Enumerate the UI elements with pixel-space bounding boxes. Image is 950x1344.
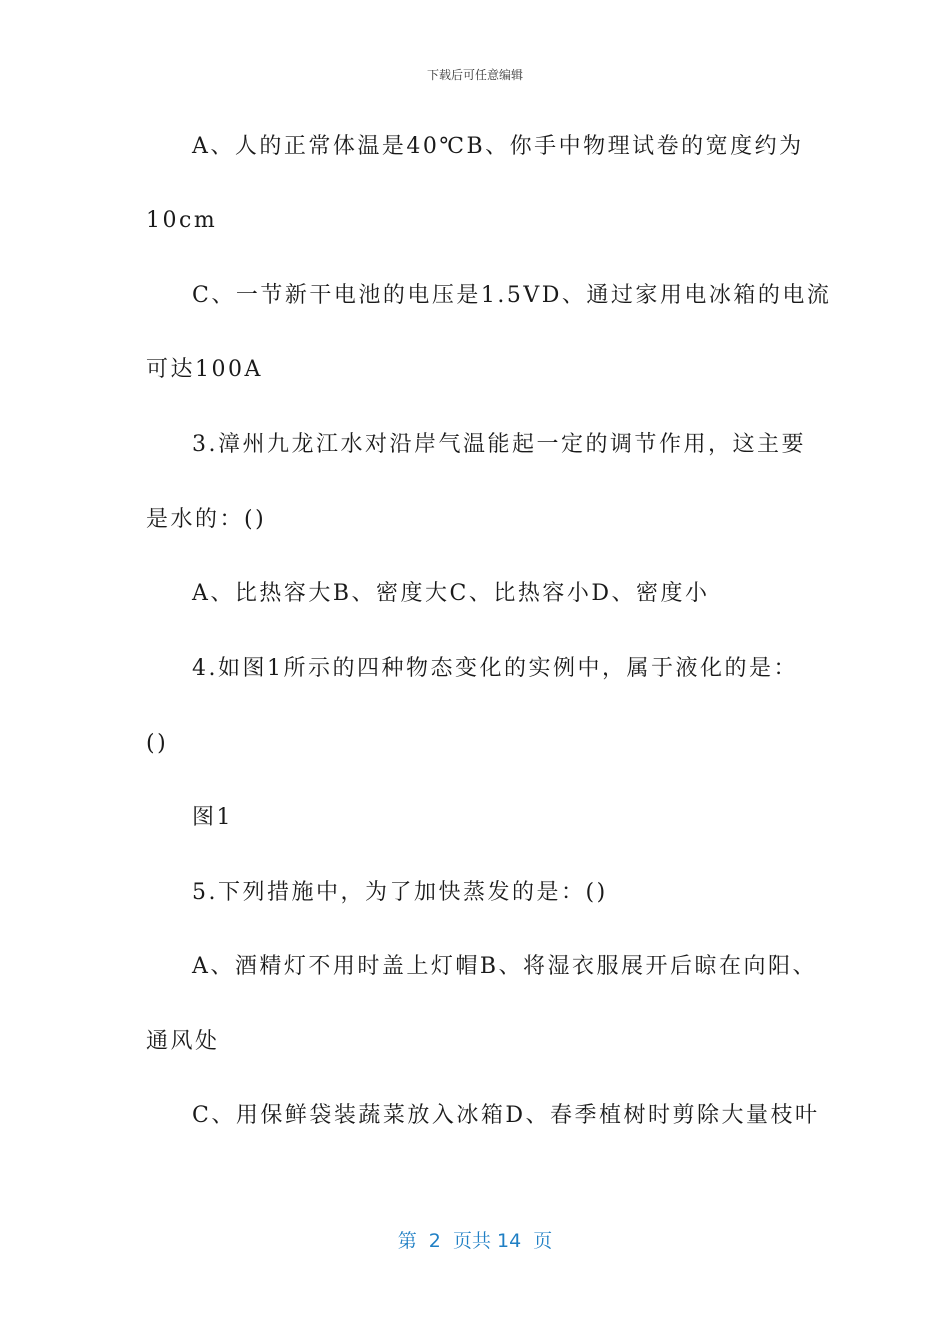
paragraph-line: 是水的：() bbox=[146, 507, 267, 532]
paragraph-line: A、比热容大B、密度大C、比热容小D、密度小 bbox=[192, 581, 710, 606]
page-header-note: 下载后可任意编辑 bbox=[426, 68, 523, 82]
paragraph-line: () bbox=[146, 731, 169, 756]
paragraph-line: C、用保鲜袋装蔬菜放入冰箱D、春季植树时剪除大量枝叶 bbox=[192, 1103, 820, 1128]
paragraph-line: A、人的正常体温是40℃B、你手中物理试卷的宽度约为 bbox=[192, 134, 804, 159]
paragraph-line: 10cm bbox=[146, 208, 218, 233]
figure-caption: 图1 bbox=[192, 805, 233, 830]
paragraph-line: 5.下列措施中，为了加快蒸发的是：() bbox=[192, 880, 608, 905]
paragraph-line: 可达100A bbox=[146, 357, 263, 382]
paragraph-line: 3.漳州九龙江水对沿岸气温能起一定的调节作用，这主要 bbox=[192, 432, 806, 457]
paragraph-line: 4.如图1所示的四种物态变化的实例中，属于液化的是： bbox=[192, 656, 798, 681]
page-number-footer: 第 2 页共 14 页 bbox=[397, 1230, 553, 1252]
paragraph-line: A、酒精灯不用时盖上灯帽B、将湿衣服展开后晾在向阳、 bbox=[192, 954, 818, 979]
paragraph-line: 通风处 bbox=[146, 1029, 220, 1054]
paragraph-line: C、一节新干电池的电压是1.5VD、通过家用电冰箱的电流 bbox=[192, 283, 832, 308]
